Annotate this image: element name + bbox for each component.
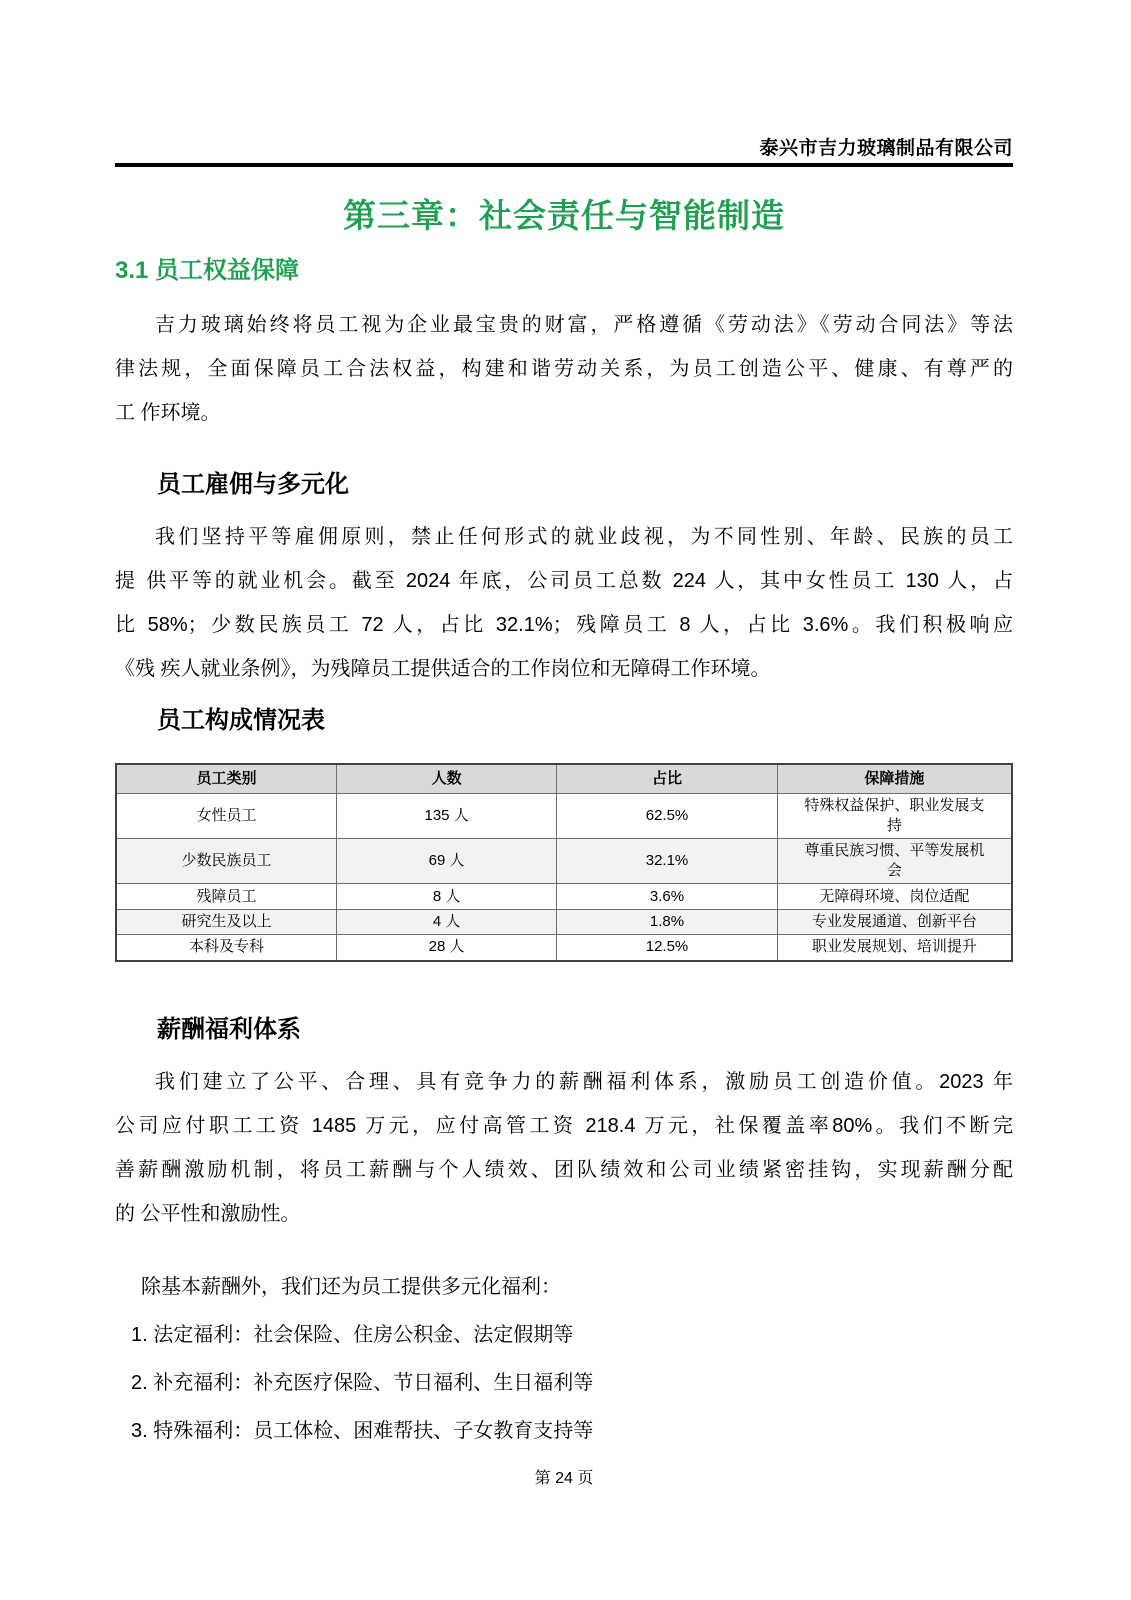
table-body xyxy=(116,794,1012,961)
column-header-measures: 保障措施 xyxy=(777,764,1012,794)
table-cell: 女性员工 xyxy=(116,794,336,839)
table-cell: 8 人 xyxy=(336,884,556,910)
employee-composition-table xyxy=(115,763,1013,962)
column-header-ratio: 占比 xyxy=(557,764,777,794)
table-cell: 32.1% xyxy=(557,839,777,884)
column-header-count: 人数 xyxy=(336,764,556,794)
table-cell: 残障员工 xyxy=(116,884,336,910)
text-line: 律法规，全面保障员工合法权益，构建和谐劳动关系，为员工创造公平、健康、有尊严的 xyxy=(115,358,1013,380)
table-cell: 69 人 xyxy=(336,839,556,884)
table-row xyxy=(116,794,1012,839)
page-number: 第 24 页 xyxy=(534,1469,594,1487)
table-cell: 3.6% xyxy=(557,884,777,910)
benefit-item-supplementary: 2. 补充福利：补充医疗保险、节日福利、生日福利等 xyxy=(131,1371,594,1394)
table-header-row xyxy=(116,764,1012,794)
table-cell: 研究生及以上 xyxy=(116,910,336,935)
column-header-category: 员工类别 xyxy=(116,764,336,794)
text-line: 吉力玻璃始终将员工视为企业最宝贵的财富，严格遵循《劳动法》《劳动合同法》等法 xyxy=(155,314,1013,336)
text-line: 工 作环境。 xyxy=(115,402,221,424)
text-line: 提 供平等的就业机会。截至 2024 年底，公司员工总数 224 人，其中女性员工 130 人，占 xyxy=(115,570,1013,592)
text-line: 的 公平性和激励性。 xyxy=(115,1202,301,1225)
header-rule xyxy=(115,163,1013,167)
benefit-item-legal: 1. 法定福利：社会保险、住房公积金、法定假期等 xyxy=(131,1323,574,1346)
text-line: 比 58%；少数民族员工 72 人，占比 32.1%；残障员工 8 人，占比 3.6%。我们积极响应 xyxy=(115,614,1013,636)
table-cell: 1.8% xyxy=(557,910,777,935)
table-row xyxy=(116,839,1012,884)
table-row xyxy=(116,910,1012,935)
table-heading: 员工构成情况表 xyxy=(157,707,325,734)
table-cell: 少数民族员工 xyxy=(116,839,336,884)
table-cell: 尊重民族习惯、平等发展机会 xyxy=(777,839,1012,884)
compensation-heading: 薪酬福利体系 xyxy=(157,1015,301,1043)
table-cell: 12.5% xyxy=(557,935,777,961)
table-cell: 职业发展规划、培训提升 xyxy=(777,935,1012,961)
table-cell: 专业发展通道、创新平台 xyxy=(777,910,1012,935)
benefit-item-special: 3. 特殊福利：员工体检、困难帮扶、子女教育支持等 xyxy=(131,1419,594,1442)
table-cell: 特殊权益保护、职业发展支持 xyxy=(777,794,1012,839)
table-cell: 无障碍环境、岗位适配 xyxy=(777,884,1012,910)
employment-paragraph xyxy=(115,515,1013,691)
text-line: 《残 疾人就业条例》，为残障员工提供适合的工作岗位和无障碍工作环境。 xyxy=(115,658,771,680)
compensation-paragraph xyxy=(115,1060,1013,1236)
table-cell: 28 人 xyxy=(336,935,556,961)
table-row xyxy=(116,884,1012,910)
company-name: 泰兴市吉力玻璃制品有限公司 xyxy=(759,138,1013,159)
chapter-title: 第三章：社会责任与智能制造 xyxy=(343,197,785,234)
table-cell: 4 人 xyxy=(336,910,556,935)
section-paragraph xyxy=(115,303,1013,435)
text-line: 我们坚持平等雇佣原则，禁止任何形式的就业歧视，为不同性别、年龄、民族的员工 xyxy=(155,526,1013,548)
table-cell: 本科及专科 xyxy=(116,935,336,961)
text-line: 善薪酬激励机制，将员工薪酬与个人绩效、团队绩效和公司业绩紧密挂钩，实现薪酬分配 xyxy=(115,1158,1013,1181)
benefits-intro: 除基本薪酬外，我们还为员工提供多元化福利： xyxy=(141,1275,561,1298)
employment-heading: 员工雇佣与多元化 xyxy=(157,471,349,498)
section-heading-3-1: 3.1 员工权益保障 xyxy=(115,257,300,284)
table-row xyxy=(116,935,1012,961)
text-line: 我们建立了公平、合理、具有竞争力的薪酬福利体系，激励员工创造价值。2023 年 xyxy=(155,1070,1013,1093)
benefits-list xyxy=(115,1320,1013,1446)
table-cell: 135 人 xyxy=(336,794,556,839)
text-line: 公司应付职工工资 1485 万元，应付高管工资 218.4 万元，社保覆盖率80%。我们不断完 xyxy=(115,1114,1013,1137)
table-cell: 62.5% xyxy=(557,794,777,839)
